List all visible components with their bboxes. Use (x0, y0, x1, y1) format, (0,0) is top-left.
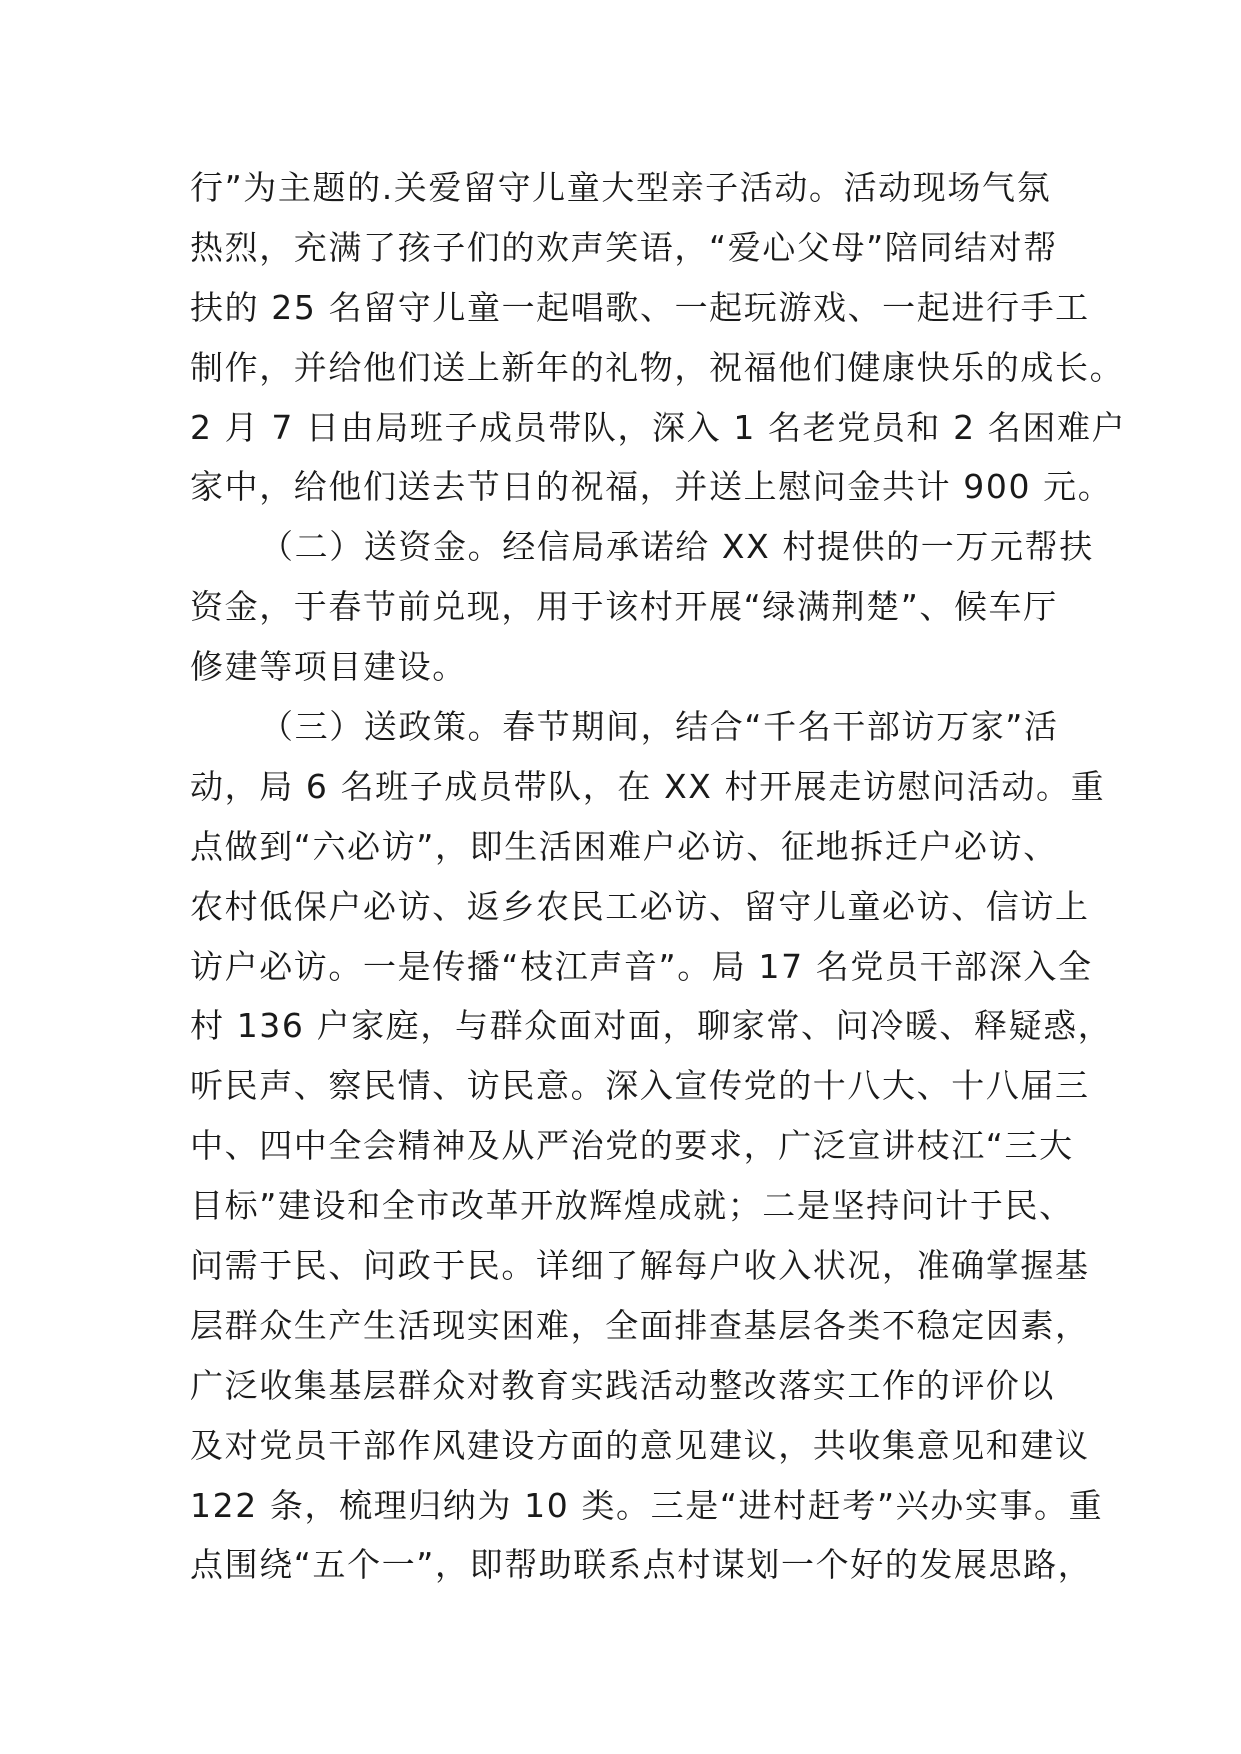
section-heading-line: （三）送政策。春节期间，结合“千名干部访万家”活 (260, 707, 1059, 747)
text-line: 农村低保户必访、返乡农民工必访、留守儿童必访、信访上 (190, 886, 1090, 926)
text-line: 问需于民、问政于民。详细了解每户收入状况，准确掌握基 (190, 1246, 1090, 1286)
text-line: 动，局 6 名班子成员带队，在 XX 村开展走访慰问活动。重 (190, 766, 1106, 806)
text-line: 修建等项目建设。 (190, 647, 467, 687)
document-body (190, 158, 1127, 1595)
text-line: 中、四中全会精神及从严治党的要求，广泛宣讲枝江“三大 (190, 1126, 1074, 1166)
text-line: 热烈，充满了孩子们的欢声笑语，“爱心父母”陪同结对帮 (190, 227, 1058, 267)
text-line: 层群众生产生活现实困难，全面排查基层各类不稳定因素， (190, 1305, 1090, 1345)
text-line: 广泛收集基层群众对教育实践活动整改落实工作的评价以 (190, 1365, 1055, 1405)
text-line: 村 136 户家庭，与群众面对面，聊家常、问冷暖、释疑惑， (190, 1006, 1113, 1046)
text-line: 制作，并给他们送上新年的礼物，祝福他们健康快乐的成长。 (190, 347, 1125, 387)
text-line: 点做到“六必访”，即生活困难户必访、征地拆迁户必访、 (190, 826, 1058, 866)
text-line: 122 条，梳理归纳为 10 类。三是“进村赶考”兴办实事。重 (190, 1485, 1104, 1525)
text-line: 行”为主题的.关爱留守儿童大型亲子活动。活动现场气氛 (190, 168, 1052, 207)
text-line: 听民声、察民情、访民意。深入宣传党的十八大、十八届三 (190, 1066, 1090, 1106)
section-heading-line: （二）送资金。经信局承诺给 XX 村提供的一万元帮扶 (260, 527, 1094, 567)
text-line: 点围绕“五个一”，即帮助联系点村谋划一个好的发展思路， (190, 1545, 1093, 1585)
text-line: 访户必访。一是传播“枝江声音”。局 17 名党员干部深入全 (190, 946, 1093, 986)
text-line: 家中，给他们送去节日的祝福，并送上慰问金共计 900 元。 (190, 467, 1113, 507)
text-line: 及对党员干部作风建设方面的意见建议，共收集意见和建议 (190, 1425, 1090, 1465)
text-line: 目标”建设和全市改革开放辉煌成就；二是坚持问计于民、 (190, 1186, 1074, 1226)
text-line: 资金，于春节前兑现，用于该村开展“绿满荆楚”、候车厅 (190, 587, 1058, 627)
text-line: 扶的 25 名留守儿童一起唱歌、一起玩游戏、一起进行手工 (190, 287, 1090, 327)
text-line: 2 月 7 日由局班子成员带队，深入 1 名老党员和 2 名困难户 (190, 407, 1127, 447)
